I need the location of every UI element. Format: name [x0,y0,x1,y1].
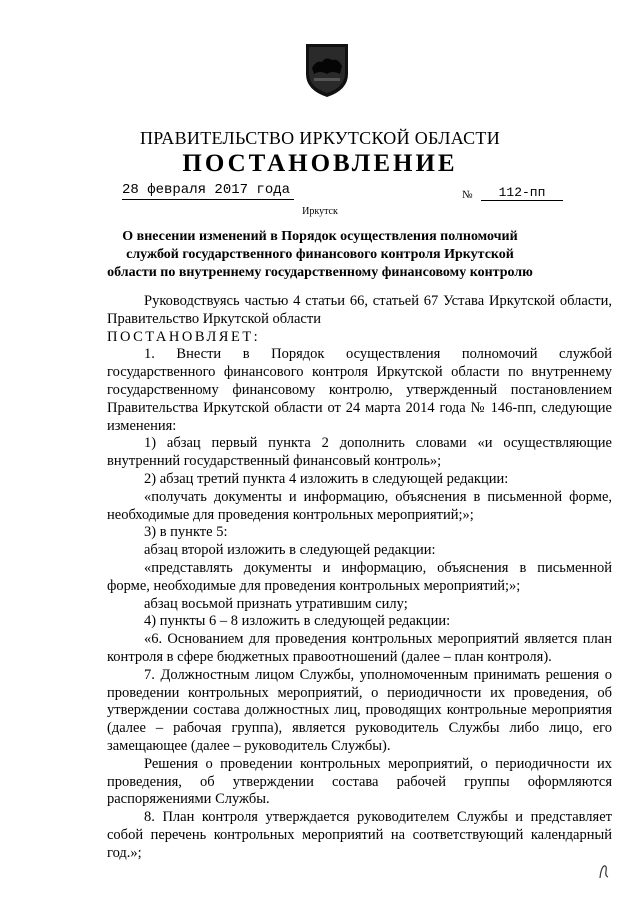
document-number: 112-пп [481,185,563,201]
organization-name: ПРАВИТЕЛЬСТВО ИРКУТСКОЙ ОБЛАСТИ [139,128,501,148]
paragraph: 8. План контроля утверждается руководителем Службы и представляет собой перечень контрольных мероприятий на соответствующий календарный год.»; [107,809,612,861]
paragraph: 1) абзац первый пункта 2 дополнить словами «и осуществляющие внутренний государственный финансовый контроль»; [107,435,612,470]
paragraph: 3) в пункте 5: [144,524,228,541]
document-type: ПОСТАНОВЛЕНИЕ [182,150,458,177]
paragraph: 4) пункты 6 – 8 изложить в следующей редакции: [144,613,451,630]
document-body [107,293,612,863]
paragraph: «представлять документы и информацию, объяснения в письменной форме, необходимые для проведения контрольных мероприятий;»; [107,559,612,594]
paragraph: 7. Должностным лицом Службы, уполномоченным принимать решения о проведении контрольных мероприятий, о периодичности их проведения, об утверждении состава должностных лиц, проводящих контрольные мероприятия (далее – рабочая группа), является руководитель Службы либо лицо, его замещающее (далее – руководитель Службы). [107,666,612,754]
number-label: № [462,189,473,201]
paragraph: 1. Внести в Порядок осуществления полномочий службой государственного финансового контроля Иркутской области по внутреннему государственному финансовому контролю, утвержденный постановлением Правительства Иркутской области от 24 марта 2014 года № 146-пп, следующие изменения: [107,346,612,434]
document-title: О внесении изменений в Порядок осуществления полномочий службой государственного финансового контроля Иркутской области по внутреннему государственному финансовому контролю [107,229,533,280]
signature-mark-icon [598,862,610,880]
city: Иркутск [302,206,338,217]
paragraph: «получать документы и информацию, объяснения в письменной форме, необходимые для проведения контрольных мероприятий;»; [107,488,612,523]
paragraph: абзац восьмой признать утратившим силу; [144,595,408,612]
coat-of-arms-icon [302,40,352,100]
paragraph: 2) абзац третий пункта 4 изложить в следующей редакции: [144,470,509,487]
decree-word: ПОСТАНОВЛЯЕТ: [107,328,261,345]
paragraph: Решения о проведении контрольных мероприятий, о периодичности их проведения, об утверждении состава рабочей группы оформляются распоряжениями Службы. [107,755,612,808]
document-date: 28 февраля 2017 года [122,182,294,200]
paragraph: «6. Основанием для проведения контрольных мероприятий является план контроля в сфере бюджетных правоотношений (далее – план контроля). [107,631,612,665]
preamble: Руководствуясь частью 4 статьи 66, статьей 67 Устава Иркутской области, Правительство Иркутской области [107,293,612,327]
paragraph: абзац второй изложить в следующей редакции: [144,542,436,559]
